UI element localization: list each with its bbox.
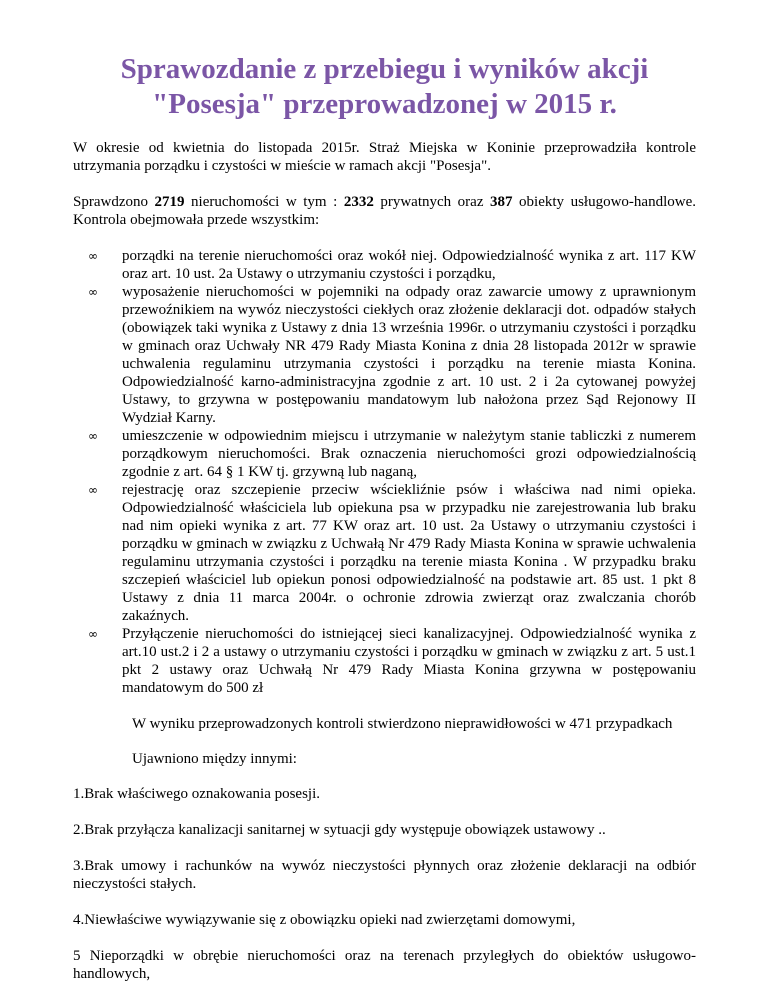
list-item-text: porządki na terenie nieruchomości oraz wokół niej. Odpowiedzialność wynika z art. 117 KW oraz art. 10 ust. 2a Ustawy o utrzymaniu czystości i porządku,	[122, 248, 696, 282]
checked-total-count: 2719	[154, 194, 185, 210]
checked-summary-paragraph	[73, 193, 696, 229]
checked-suffix: obiekty usługowo-handlowe. Kontrola obejmowała przede wszystkim:	[73, 194, 696, 228]
title-line-1: Sprawozdanie z przebiegu i wyników akcji	[120, 53, 649, 85]
infinity-bullet-icon: ∞	[88, 285, 98, 299]
list-item	[88, 625, 696, 697]
infinity-bullet-icon: ∞	[88, 627, 98, 641]
checked-mid-1: nieruchomości w tym :	[184, 194, 344, 210]
checked-private-count: 2332	[343, 194, 374, 210]
list-item	[88, 427, 696, 481]
list-item	[88, 283, 696, 427]
list-item-text: Przyłączenie nieruchomości do istniejącej sieci kanalizacyjnej. Odpowiedzialność wynika z art.10 ust.2 i 2 a ustawy o utrzymaniu czystości i porządku w gminach w związku z art. 5 ust.1 pkt 2 ustawy oraz Uchwałą Nr 479 Rady Miasta Konina grzywna w postępowaniu mandatowym do 500 zł	[122, 626, 696, 696]
list-item-text: umieszczenie w odpowiednim miejscu i utrzymanie w należytym stanie tabliczki z numerem porządkowym nieruchomości. Brak oznaczenia nieruchomości grozi odpowiedzialnością zgodnie z art. 64 § 1 KW tj. grzywną lub naganą,	[122, 428, 696, 480]
finding-item: 1.Brak właściwego oznakowania posesji.	[73, 786, 321, 802]
page-title	[73, 52, 696, 122]
inspection-scope-list	[73, 247, 696, 697]
finding-item: 4.Niewłaściwe wywiązywanie się z obowiązku opieki nad zwierzętami domowymi,	[73, 912, 576, 928]
checked-commercial-count: 387	[490, 194, 513, 210]
checked-prefix: Sprawdzono	[73, 194, 155, 210]
list-item-text: wyposażenie nieruchomości w pojemniki na odpady oraz zawarcie umowy z uprawnionym przewoźnikiem na wywóz nieczystości ciekłych oraz złożenie deklaracji dot. odpadów stałych (obowiązek taki wynika z Ustawy z dnia 13 września 1996r. o utrzymaniu czystości i porządku w gminach oraz Uchwały NR 479 Rady Miasta Konina z dnia 28 listopada 2012r w sprawie uchwalenia regulaminu utrzymania czystości i porządku na terenie miasta Konina. Odpowiedzialność karno-administracyjna zgodnie z art. 10 ust. 2 i 2a cytowanej powyżej Ustawy, to grzywna w postępowaniu mandatowym lub nałożona przez Sąd Rejonowy II Wydział Karny.	[122, 284, 696, 426]
list-item	[88, 247, 696, 283]
intro-paragraph: W okresie od kwietnia do listopada 2015r. Straż Miejska w Koninie przeprowadziła kontrole utrzymania porządku i czystości w mieście w ramach akcji "Posesja".	[73, 140, 696, 174]
finding-item: 5 Nieporządki w obrębie nieruchomości oraz na terenach przyległych do obiektów usługowo-handlowych,	[73, 948, 696, 982]
list-item	[88, 481, 696, 625]
found-label: Ujawniono między innymi:	[132, 751, 297, 767]
list-item-text: rejestrację oraz szczepienie przeciw wściekliźnie psów i właściwa nad nimi opieka. Odpowiedzialność właściciela lub opiekuna psa w przypadku nie zarejestrowania lub braku nad nim opieki wynika z art. 77 KW oraz art. 10 ust. 2a Ustawy o utrzymaniu czystości i porządku w gminach w związku z Uchwałą Nr 479 Rady Miasta Konina w sprawie uchwalenia regulaminu utrzymania czystości i porządku na terenie miasta Konina . W przypadku braku szczepień właściciel lub opiekun ponosi odpowiedzialność na podstawie art. 85 ust. 1 pkt 8 Ustawy z dnia 11 marca 2004r. o ochronie zdrowia zwierząt oraz zwalczania chorób zakaźnych.	[122, 482, 696, 624]
checked-mid-2: prywatnych oraz	[373, 194, 491, 210]
infinity-bullet-icon: ∞	[88, 429, 98, 443]
finding-item: 2.Brak przyłącza kanalizacji sanitarnej w sytuacji gdy występuje obowiązek ustawowy ..	[73, 822, 606, 838]
result-paragraph: W wyniku przeprowadzonych kontroli stwierdzono nieprawidłowości w 471 przypadkach	[132, 716, 673, 732]
infinity-bullet-icon: ∞	[88, 483, 98, 497]
title-line-2: "Posesja" przeprowadzonej w 2015 r.	[152, 88, 617, 120]
finding-item: 3.Brak umowy i rachunków na wywóz nieczystości płynnych oraz złożenie deklaracji na odbiór nieczystości stałych.	[73, 858, 696, 892]
infinity-bullet-icon: ∞	[88, 249, 98, 263]
